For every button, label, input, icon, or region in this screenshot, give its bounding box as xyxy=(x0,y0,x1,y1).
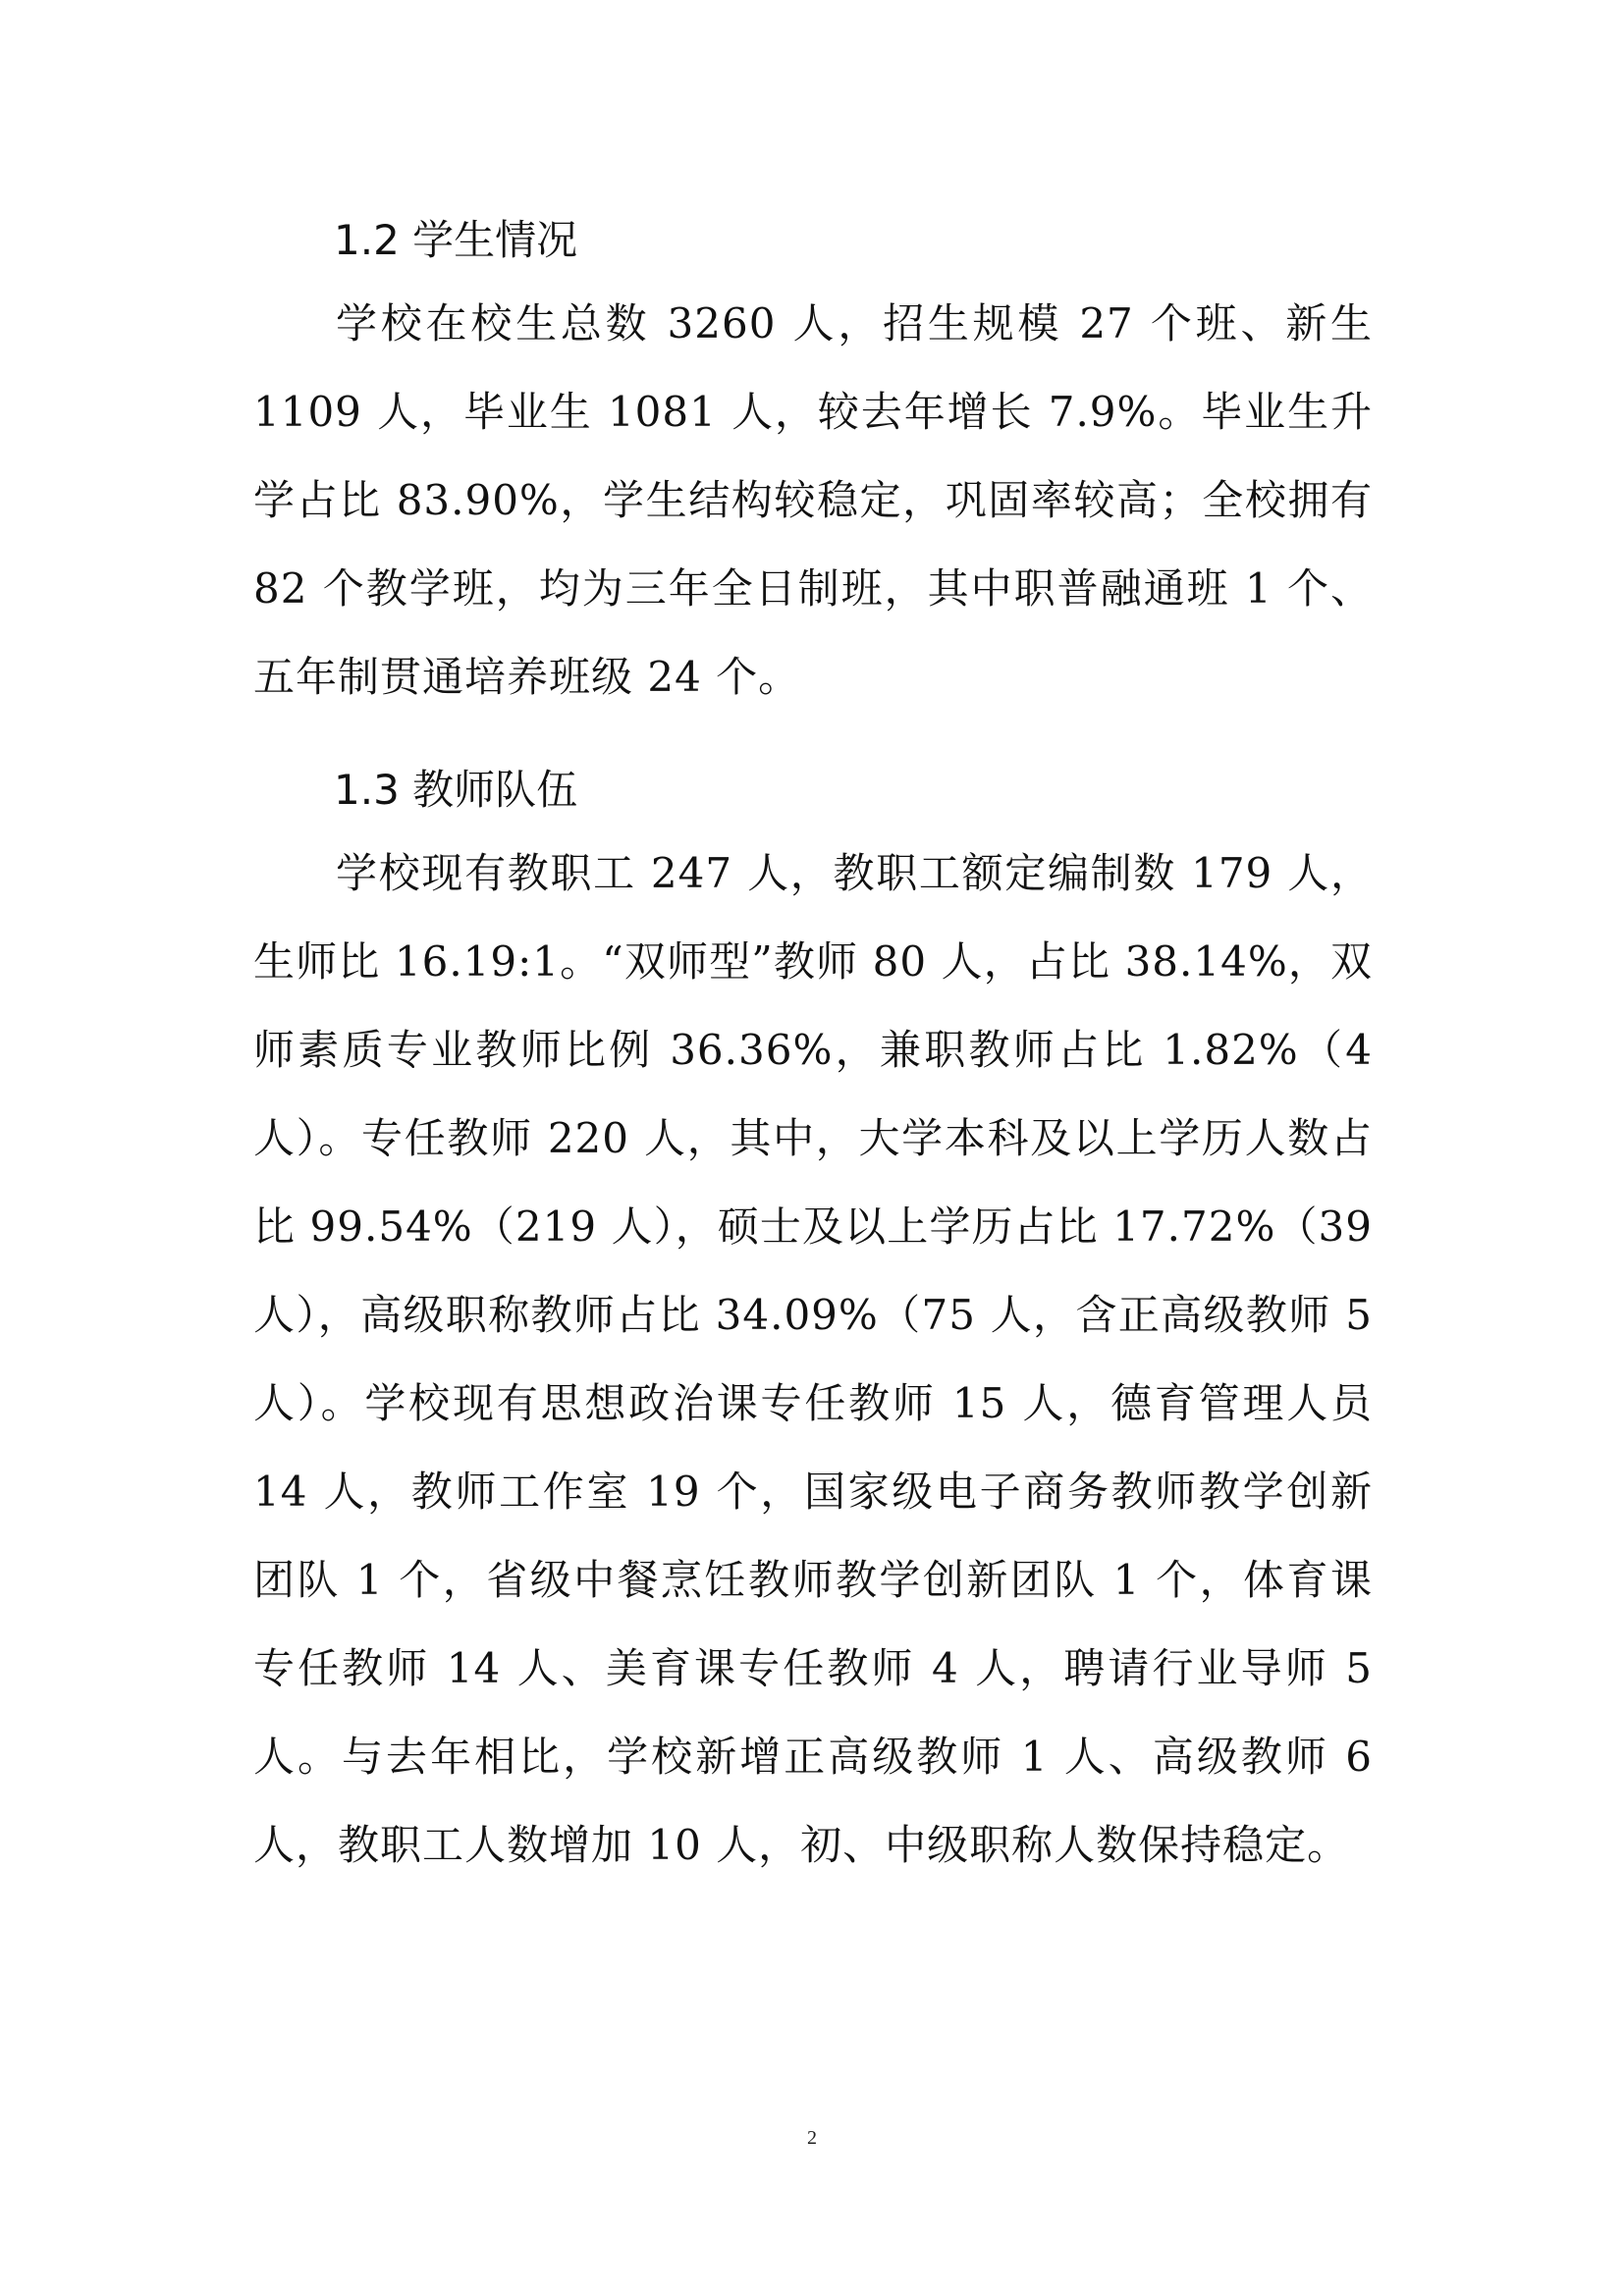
section-heading-students: 1.2 学生情况 xyxy=(334,216,578,264)
section-heading-teachers: 1.3 教师队伍 xyxy=(334,766,578,814)
section-body-teachers: 学校现有教职工 247 人，教职工额定编制数 179 人，生师比 16.19:1。“双师型”教师 80 人，占比 38.14%，双师素质专业教师比例 36.36%，兼职教师占比 1.82%（4 人）。专任教师 220 人，其中，大学本科及以上学历人数占比 99.54%（219 人），硕士及以上学历占比 17.72%（39 人），高级职称教师占比 34.09%（75 人，含正高级教师 5 人）。学校现有思想政治课专任教师 15 人，德育管理人员 14 人，教师工作室 19 个，国家级电子商务教师教学创新团队 1 个，省级中餐烹饪教师教学创新团队 1 个，体育课专任教师 14 人、美育课专任教师 4 人，聘请行业导师 5 人。与去年相比，学校新增正高级教师 1 人、高级教师 6 人，教职工人数增加 10 人，初、中级职称人数保持稳定。 xyxy=(253,849,1373,1869)
page-number: 2 xyxy=(807,2127,817,2149)
section-body-students: 学校在校生总数 3260 人，招生规模 27 个班、新生 1109 人，毕业生 1081 人，较去年增长 7.9%。毕业生升学占比 83.90%，学生结构较稳定，巩固率较高；全校拥有 82 个教学班，均为三年全日制班，其中职普融通班 1 个、五年制贯通培养班级 24 个。 xyxy=(253,299,1373,701)
